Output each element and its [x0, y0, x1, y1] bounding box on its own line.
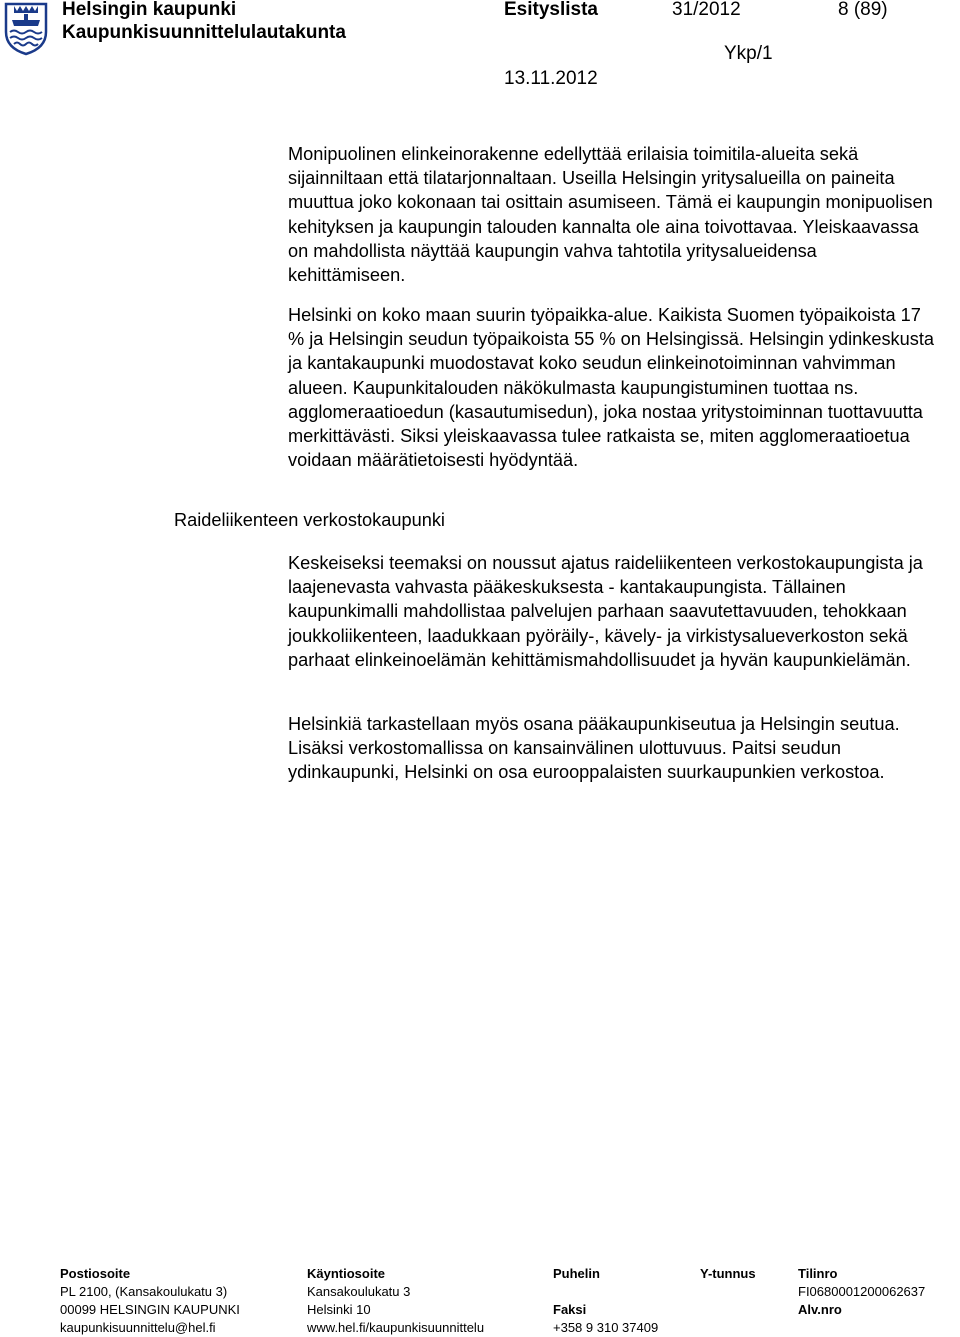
- document-type: Esityslista: [504, 0, 598, 20]
- footer-text: Helsinki 10: [307, 1302, 371, 1317]
- paragraph-network-city: [288, 551, 938, 672]
- document-number: 31/2012: [672, 0, 741, 20]
- page-number: 8 (89): [838, 0, 888, 20]
- footer-text: FI0680001200062637: [798, 1284, 926, 1299]
- paragraph-text: Keskeiseksi teemaksi on noussut ajatus raideliikenteen verkostokaupungista ja laajenevasta vahvasta pääkeskuksesta - kantakaupungista. Tällainen kaupunkimalli mahdollistaa palvelujen parhaan saavutettavuuden, tehokkaan joukkoliikenteen, laadukkaan pyöräily-, kävely- ja virkistysalueverkoston sekä parhaat elinkeinoelämän kehittämismahdollisuudet ja hyvän kaupunkielämän.: [288, 553, 923, 670]
- footer-heading: Postiosoite: [60, 1266, 131, 1281]
- footer-account-column: [798, 1265, 925, 1319]
- footer-text: PL 2100, (Kansakoulukatu 3): [60, 1284, 228, 1299]
- footer-heading: Käyntiosoite: [307, 1266, 386, 1281]
- footer-text: 00099 HELSINGIN KAUPUNKI: [60, 1302, 240, 1317]
- section-heading: Raideliikenteen verkostokaupunki: [174, 510, 445, 530]
- footer-phone-column: [553, 1265, 658, 1337]
- footer-heading: Y-tunnus: [700, 1266, 756, 1281]
- organization-name: Helsingin kaupunki: [62, 0, 237, 20]
- footer-visit-column: [307, 1265, 484, 1337]
- meeting-date: 13.11.2012: [504, 68, 598, 89]
- agenda-item-code: Ykp/1: [724, 43, 773, 64]
- email-link[interactable]: kaupunkisuunnittelu@hel.fi: [60, 1320, 216, 1335]
- footer-text: Kansakoulukatu 3: [307, 1284, 411, 1299]
- paragraph-metropolitan-area: [288, 712, 938, 785]
- footer-heading: Tilinro: [798, 1266, 838, 1281]
- paragraph-text: Monipuolinen elinkeinorakenne edellyttää erilaisia toimitila-alueita sekä sijainniltaan että tilatarjonnaltaan. Useilla Helsingin yritysalueilla on paineita muuttua joko kokonaan tai osittain asumiseen. Tämä ei kaupungin monipuolisen kehityksen ja kaupungin talouden kannalta ole aina toivottavaa. Yleiskaavassa on mahdollista näyttää kaupungin vahva tahtotila yritysalueidensa kehittämiseen.: [288, 144, 933, 286]
- footer-label: Faksi: [553, 1302, 587, 1317]
- website-link[interactable]: www.hel.fi/kaupunkisuunnittelu: [307, 1320, 485, 1335]
- paragraph-workplace-area: [288, 303, 938, 472]
- footer-postal-column: [60, 1265, 240, 1337]
- footer-heading: Puhelin: [553, 1266, 600, 1281]
- paragraph-text: Helsinki on koko maan suurin työpaikka-alue. Kaikista Suomen työpaikoista 17 % ja Helsingin seudun työpaikoista 55 % on Helsingissä. Helsingin ydinkeskusta ja kantakaupunki muodostavat koko seudun elinkeinotoiminnan vahvimman alueen. Kaupunkitalouden näkökulmasta kaupungistuminen tuottaa ns. agglomeraatioedun (kasautumisedun), joka nostaa yritystoiminnan tuottavuutta merkittävästi. Siksi yleiskaavassa tulee ratkaista se, miten agglomeraatioetua voidaan määrätietoisesti hyödyntää.: [288, 305, 935, 471]
- paragraph-business-structure: [288, 142, 938, 287]
- footer-label: Alv.nro: [798, 1302, 842, 1317]
- footer-ytunnus-column: [700, 1265, 756, 1283]
- footer-text: +358 9 310 37409: [553, 1320, 659, 1335]
- paragraph-text: Helsinkiä tarkastellaan myös osana pääkaupunkiseutua ja Helsingin seutua. Lisäksi verkostomallissa on kansainvälinen ulottuvuus. Paitsi seudun ydinkaupunki, Helsinki on osa eurooppalaisten suurkaupunkien verkostoa.: [288, 714, 900, 783]
- board-name: Kaupunkisuunnittelulautakunta: [62, 22, 346, 43]
- helsinki-crest-logo: [4, 2, 48, 56]
